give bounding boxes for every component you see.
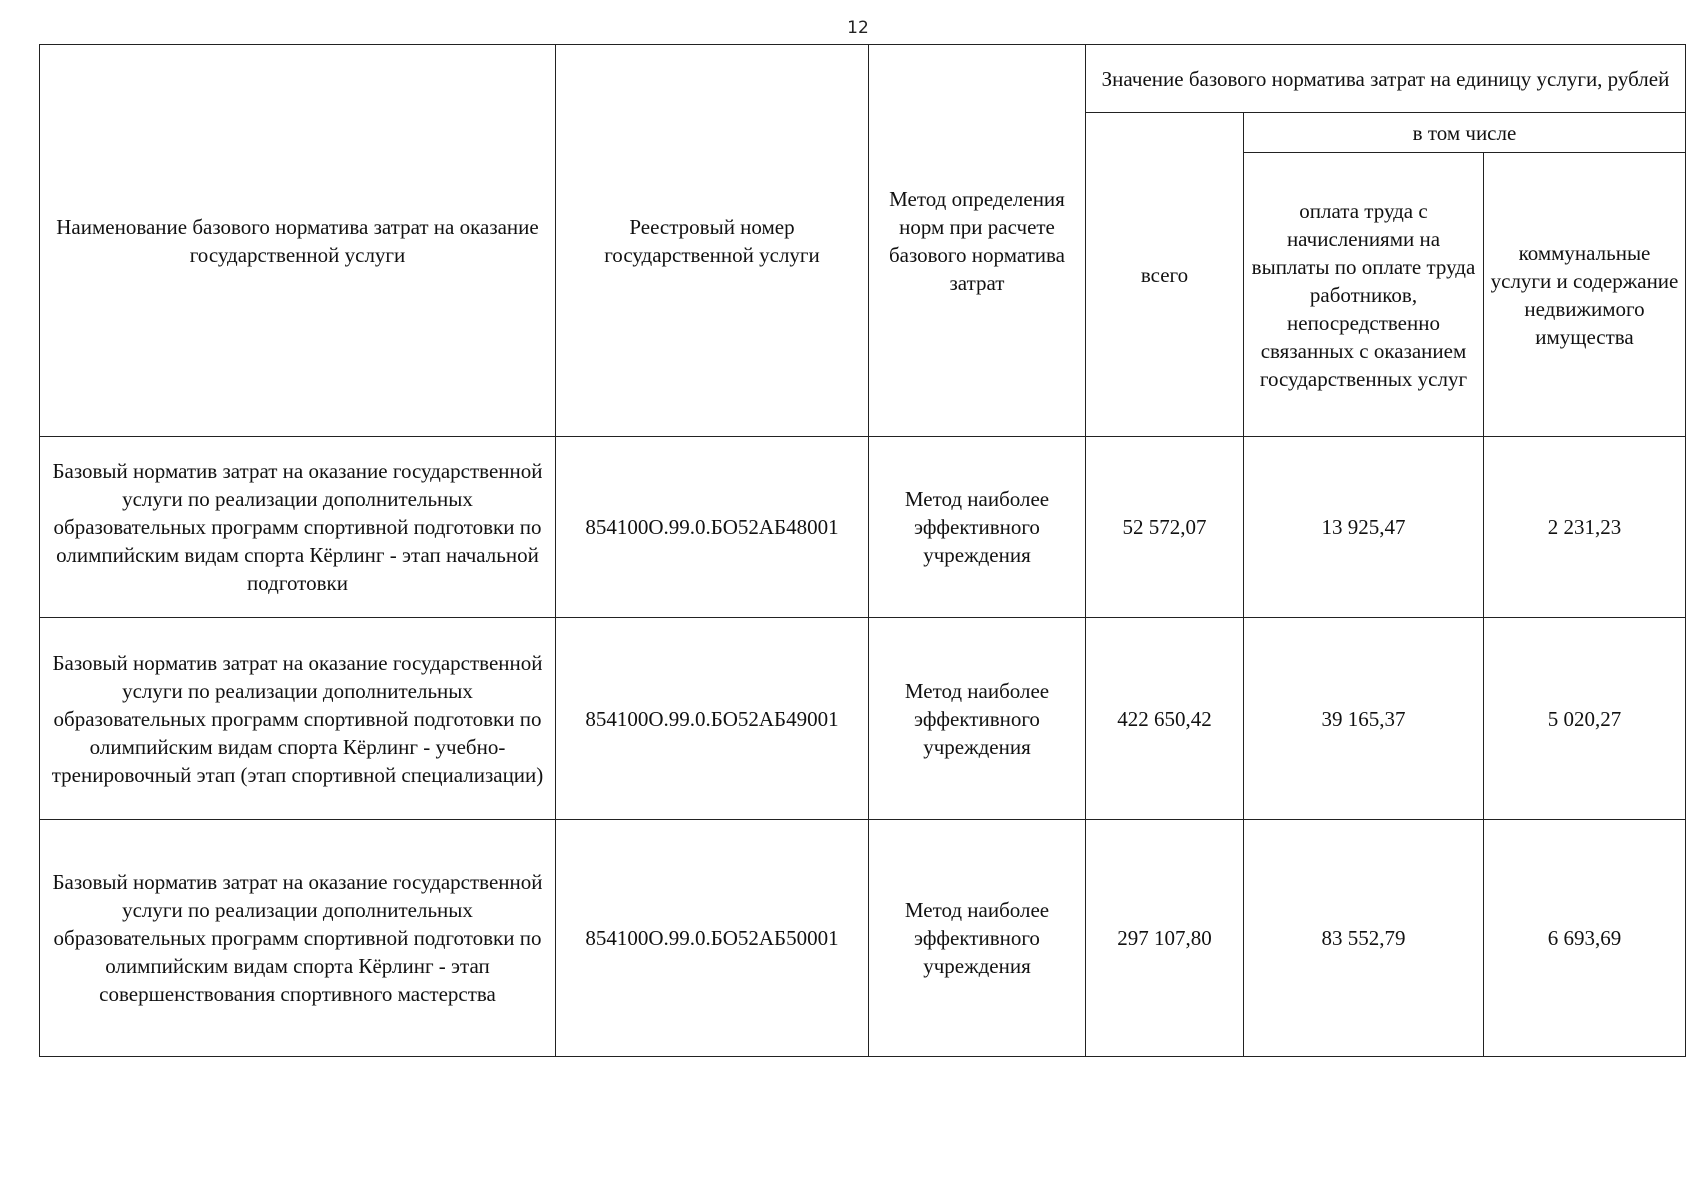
header-labor: оплата труда с начислениями на выплаты по оплате труда работников, непосредственно связанных с оказанием государственных услуг xyxy=(1244,153,1484,437)
table-row xyxy=(40,437,1686,618)
header-method: Метод определения норм при расчете базового норматива затрат xyxy=(869,45,1086,437)
row-utilities-cell: 2 231,23 xyxy=(1484,437,1686,618)
row-total-cell: 297 107,80 xyxy=(1086,820,1244,1057)
row-labor-cell: 39 165,37 xyxy=(1244,618,1484,820)
row-total-cell: 422 650,42 xyxy=(1086,618,1244,820)
table-row xyxy=(40,618,1686,820)
row-utilities-cell: 5 020,27 xyxy=(1484,618,1686,820)
row-name-cell: Базовый норматив затрат на оказание государственной услуги по реализации дополнительных образовательных программ спортивной подготовки по олимпийским видам спорта Кёрлинг - этап совершенствования спортивного мастерства xyxy=(40,820,556,1057)
row-utilities-cell: 6 693,69 xyxy=(1484,820,1686,1057)
row-labor-cell: 83 552,79 xyxy=(1244,820,1484,1057)
row-labor-cell: 13 925,47 xyxy=(1244,437,1484,618)
header-registry-number: Реестровый номер государственной услуги xyxy=(556,45,869,437)
row-registry-cell: 854100О.99.0.БО52АБ48001 xyxy=(556,437,869,618)
header-row-top xyxy=(40,45,1686,113)
header-total: всего xyxy=(1086,113,1244,437)
row-name-cell: Базовый норматив затрат на оказание государственной услуги по реализации дополнительных образовательных программ спортивной подготовки по олимпийским видам спорта Кёрлинг - учебно-тренировочный этап (этап спортивной специализации) xyxy=(40,618,556,820)
row-method-cell: Метод наиболее эффективного учреждения xyxy=(869,618,1086,820)
page-number: 12 xyxy=(847,18,869,38)
row-name-cell: Базовый норматив затрат на оказание государственной услуги по реализации дополнительных образовательных программ спортивной подготовки по олимпийским видам спорта Кёрлинг - этап начальной подготовки xyxy=(40,437,556,618)
row-method-cell: Метод наиболее эффективного учреждения xyxy=(869,437,1086,618)
header-value-group: Значение базового норматива затрат на единицу услуги, рублей xyxy=(1086,45,1686,113)
header-utilities: коммунальные услуги и содержание недвижимого имущества xyxy=(1484,153,1686,437)
header-including: в том числе xyxy=(1244,113,1686,153)
row-registry-cell: 854100О.99.0.БО52АБ49001 xyxy=(556,618,869,820)
row-total-cell: 52 572,07 xyxy=(1086,437,1244,618)
cost-norm-table xyxy=(39,44,1686,1057)
header-name: Наименование базового норматива затрат на оказание государственной услуги xyxy=(40,45,556,437)
row-method-cell: Метод наиболее эффективного учреждения xyxy=(869,820,1086,1057)
row-registry-cell: 854100О.99.0.БО52АБ50001 xyxy=(556,820,869,1057)
table-row xyxy=(40,820,1686,1057)
